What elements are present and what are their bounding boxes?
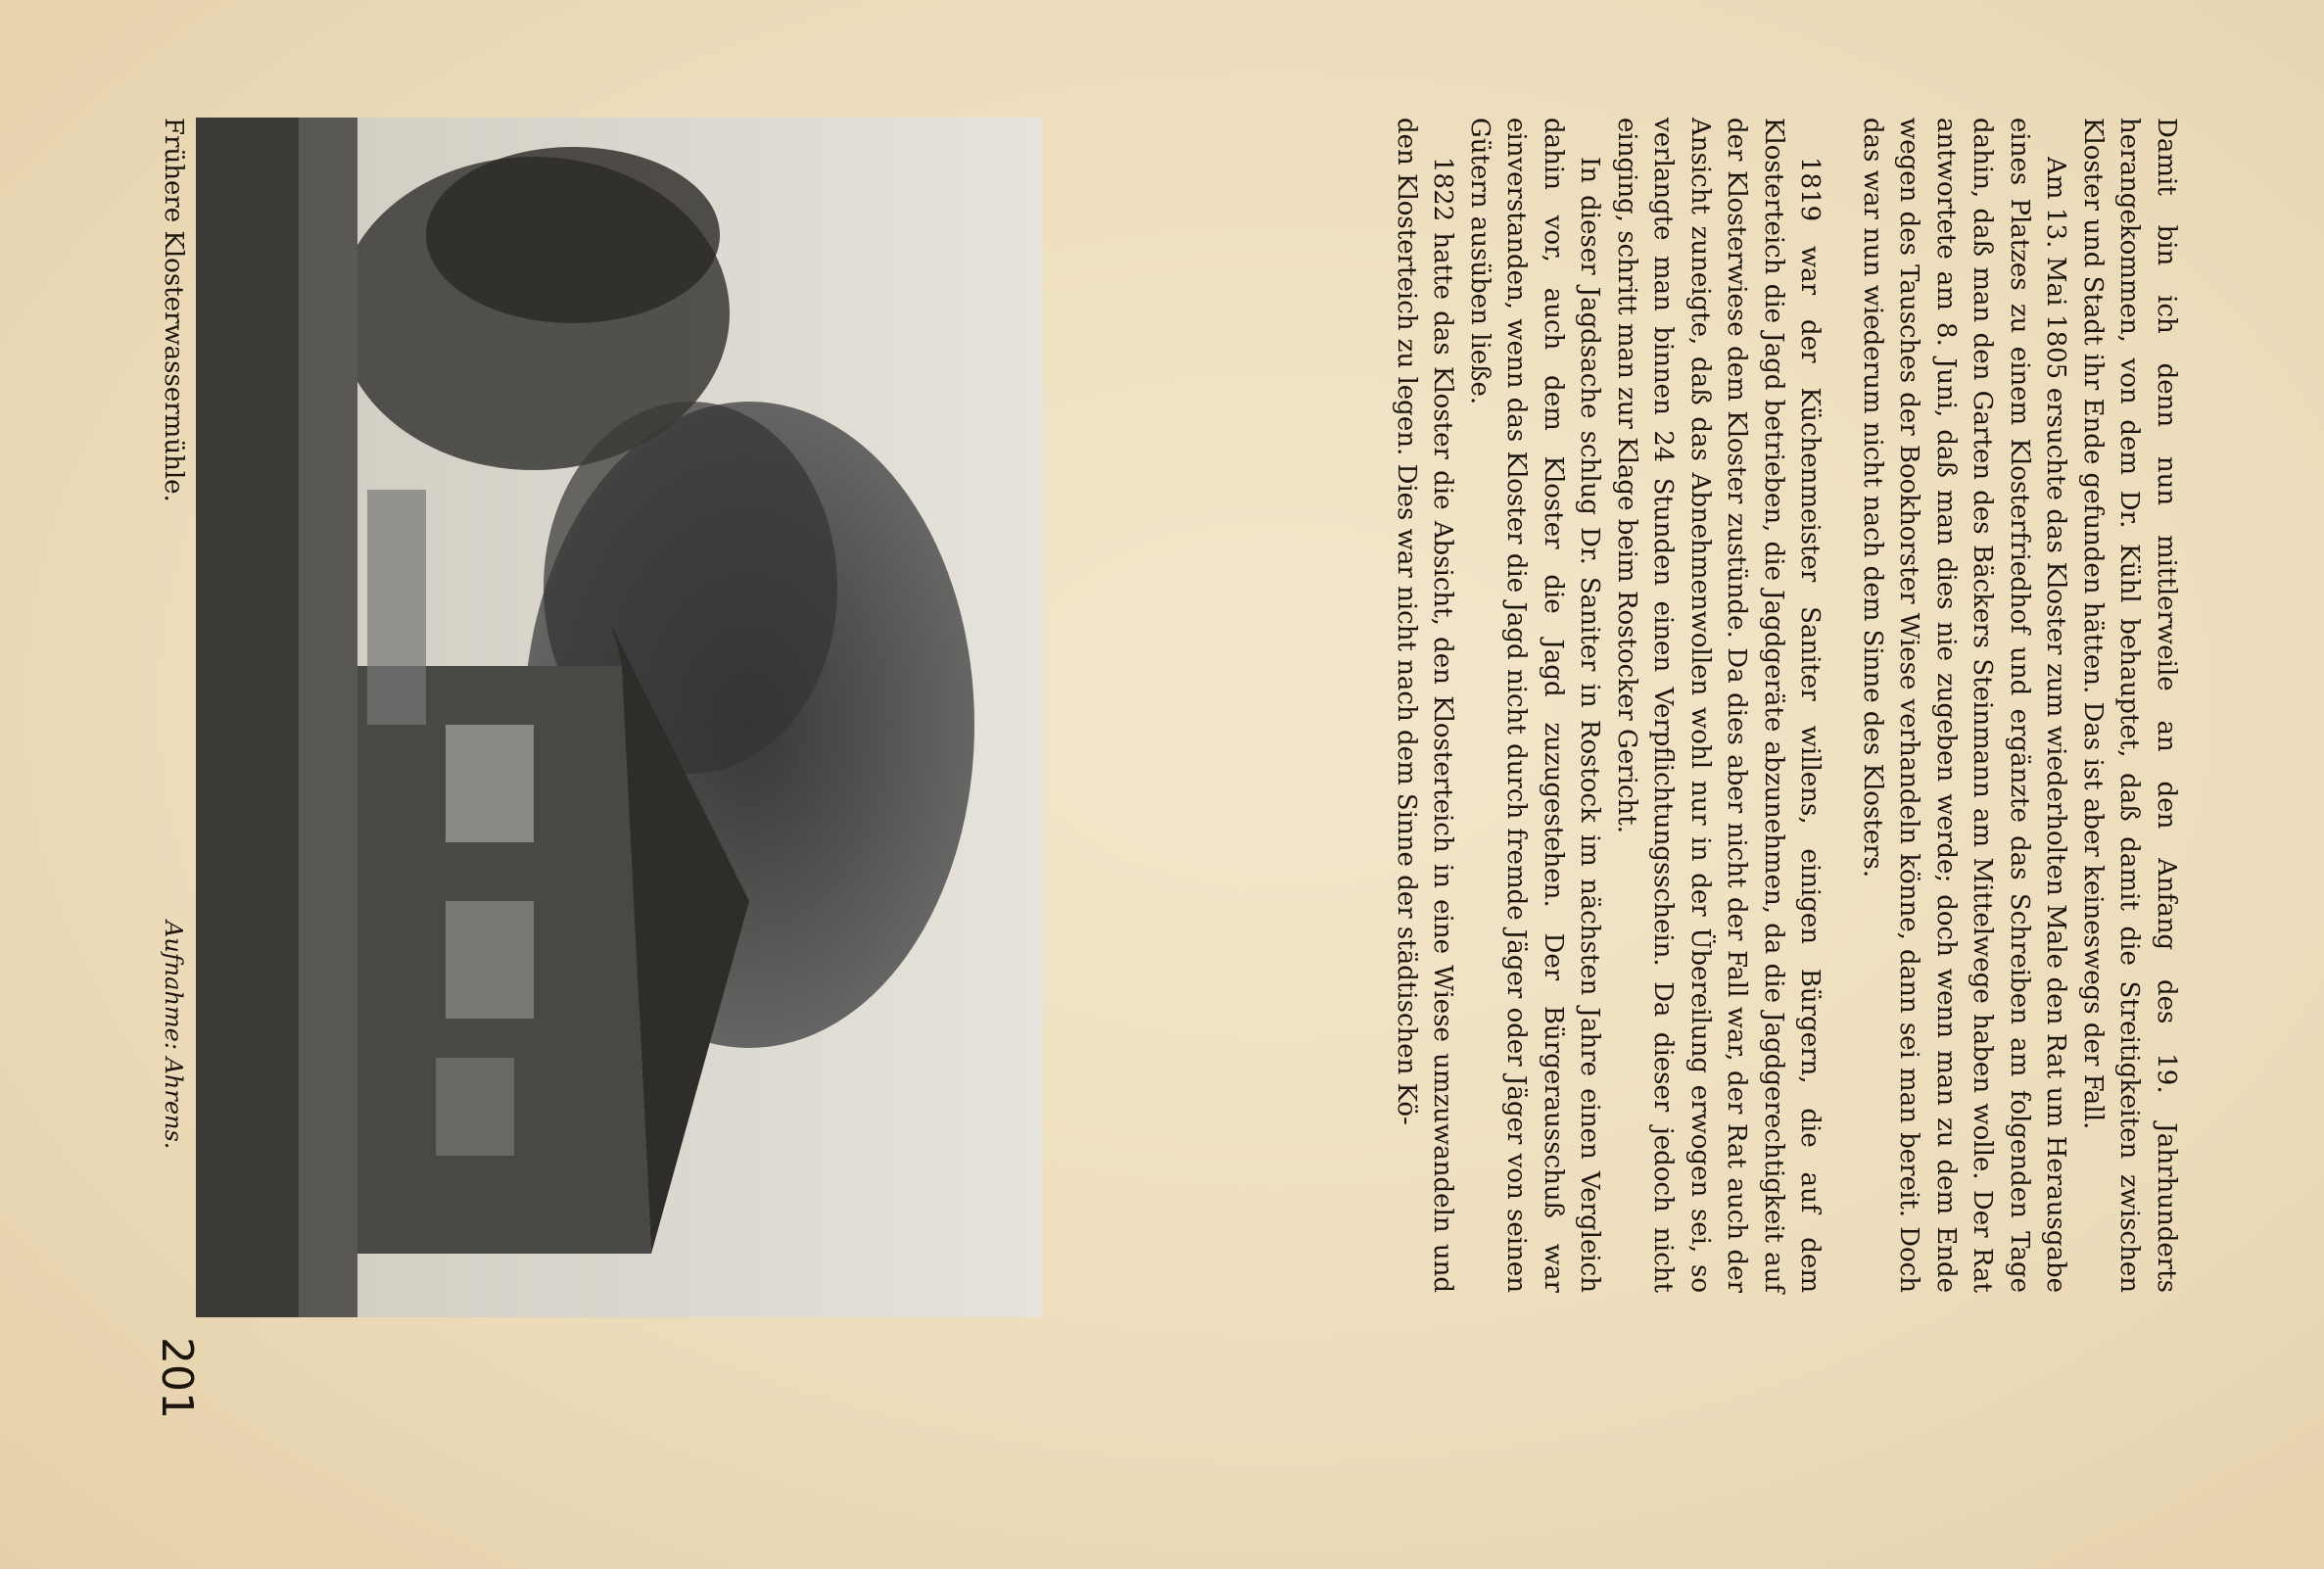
content-rotated — [159, 118, 2184, 1508]
photo — [196, 118, 1043, 1317]
paragraph-3: 1819 war der Küchenmeister Saniter willens, einigen Bürgern, die auf dem Klosterteich die Jagd betrieben, die Jagdgeräte abzunehmen, da die Jagdgerechtigkeit auf der Klosterwiese dem Kloster zustünde. Da dies aber nicht der Fall war, der Rat auch der Ansicht zuneigte, daß das Abnehmenwollen wohl nur in der Übereilung erwogen sei, so verlangte man binnen 24 Stunden einen Verpflichtungsschein. Da dieser jedoch nicht einging, schritt man zur Klage beim Rostocker Gericht. — [1612, 118, 1826, 1293]
photo-caption: Frühere Klosterwassermühle. — [159, 118, 188, 502]
paragraph-1: Damit bin ich denn nun mittlerweile an den Anfang des 19. Jahrhunderts herangekommen, von dem Dr. Kühl behauptet, daß damit die Streitigkeiten zwischen Kloster und Stadt ihr Ende gefunden hätten. Das ist aber keineswegs der Fall. — [2078, 118, 2181, 1293]
page-number: 201 — [152, 1337, 202, 1419]
paragraph-4: In dieser Jagdsache schlug Dr. Saniter in Rostock im nächsten Jahre einen Vergleich dahin vor, auch dem Kloster die Jagd zuzugestehen. Der Bürgerausschuß war einverstanden, wenn das Kloster die Jagd nicht durch fremde Jäger oder Jäger von seinen Gütern ausüben ließe. — [1465, 118, 1605, 1293]
photo-mill-image — [196, 118, 1043, 1317]
paragraph-5: 1822 hatte das Kloster die Absicht, den Klosterteich in eine Wiese umzuwandeln und den Klosterteich zu legen. Dies war nicht nach dem Sinne der städtischen Kö- — [1392, 118, 1458, 1293]
photo-credit: Aufnahme: Ahrens. — [160, 921, 187, 1150]
body-text — [1126, 118, 2184, 1293]
paragraph-2: Am 13. Mai 1805 ersuchte das Kloster zum wiederholten Male den Rat um Herausgabe eines Platzes zu einem Klosterfriedhof und ergänzte das Schreiben am folgenden Tage dahin, daß man den Garten des Bäckers Steinmann am Mittelwege haben wolle. Der Rat antwortete am 8. Juni, daß man dies nie zugeben werde; doch wenn man zu dem Ende wegen des Tausches der Bookhorster Wiese verhandeln könne, dann sei man bereit. Doch das war nun wiederum nicht nach dem Sinne des Klosters. — [1858, 118, 2071, 1293]
